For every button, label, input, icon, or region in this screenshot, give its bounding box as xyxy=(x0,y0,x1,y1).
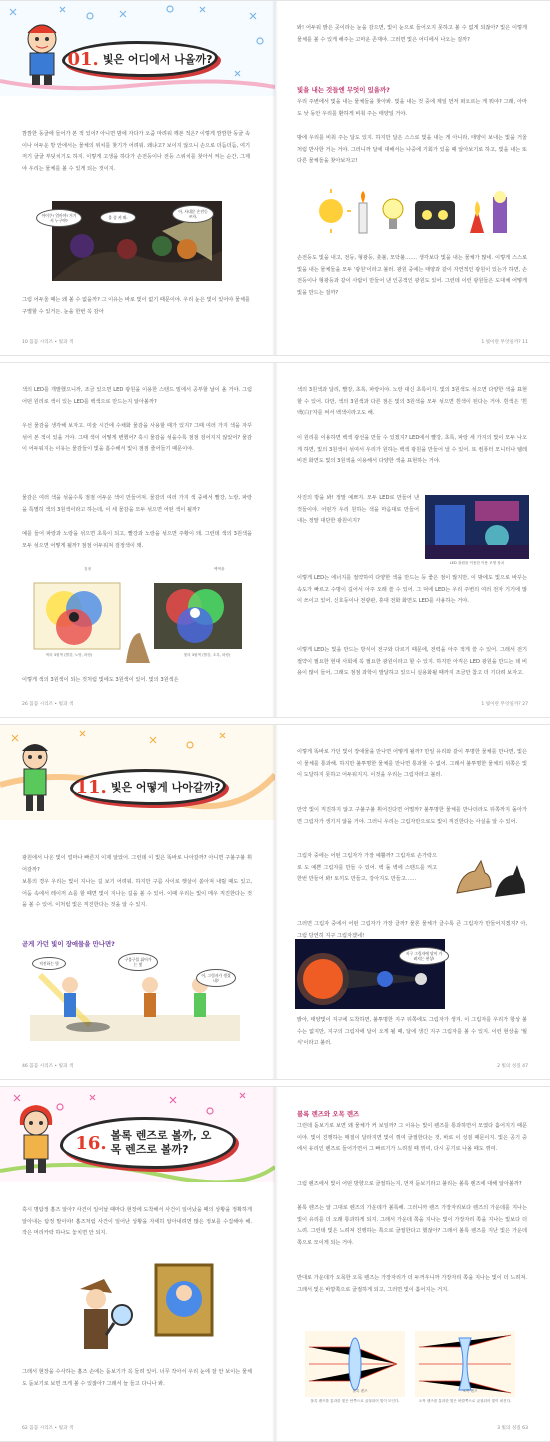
clown-kid-illustration xyxy=(18,17,66,87)
chapter-number: 16. xyxy=(75,1132,107,1154)
body-paragraph: 만약 빛이 직진하지 않고 구불구불 휘어진다면 어떨까? 불투명한 물체를 만나더라도 뒤쪽까지 돌아가면 그림자가 생기지 않을 거야. 그러니 우리는 그림자만으로도 빛이 직진한다는 사실을 알 수 있어. xyxy=(297,807,527,825)
light-sources-illustration xyxy=(315,189,511,245)
body-paragraph: 사진의 방을 봐! 정말 예쁘지. 모두 LED로 만들어 낸 것들이야. 어떤가 우리 원하는 색을 마음대로 만들어 내는 정말 대단한 광원이지? xyxy=(297,495,419,524)
body-paragraph: 보통의 경우 우리는 빛이 지나는 길 보기 어려워. 하지만 구름 사이로 햇살이 쏟아져 내릴 때도 있고, 어둠 속에서 레이저 쇼를 할 때면 빛이 지나는 길을 볼 수 있어. 이때 우리는 빛이 매우 직진한다는 것을 볼 수 있어. 이처럼 빛은 직진한다는 것을 알 수 있지. xyxy=(22,879,252,908)
body-paragraph: 반대로 가운데가 오목한 오목 렌즈는 가장자리가 더 두꺼우니까 가장자리 쪽을 지나는 빛이 더 느려져. 그래서 빛은 바깥쪽으로 굴절하게 되고, 그러면 빛이 흩어지는 거지. xyxy=(297,1275,527,1293)
page-footer: 62 꼼꼼 시리즈 • 빛과 색 xyxy=(22,1426,74,1431)
body-paragraph: 이 원리를 이용하면 백색 광선을 만들 수 있겠지? LED에서 빨강, 초록, 파랑 세 가지의 빛이 모두 나오게 하면, 빛의 3원색이 섞여서 우리가 원하는 백색 광원을 만들어 낼 수 있어. 또 컴퓨터 모니터나 텔레비전 화면도 빛의 3원색을 이용해서 다양한 색을 표현하는 거야. xyxy=(297,435,527,464)
body-paragraph: 우선 물감을 생각해 보자고. 미술 시간에 수채화 물감을 사용할 때가 있지? 그때 여러 가지 색을 자꾸 섞어 본 적이 있을 거야. 그때 색이 어떻게 변했어? 혹시 물감을 섞을수록 점점 검어지지 않았어? 물감이 어두워지는 이유는 물감들이 빛을 흡수해서 빛이 점점 줄어들기 때문이야. xyxy=(22,423,252,452)
detective-illustration xyxy=(60,1259,220,1359)
body-paragraph: 광원에서 나온 빛이 얼마나 빠른지 이제 알았어. 그런데 이 빛은 똑바로 나아갈까? 아니면 구불구불 휘어갈까? xyxy=(22,855,252,873)
figure-label: 빛의 3원색 (빨강, 초록, 파랑) xyxy=(183,653,231,657)
clown-kid-illustration xyxy=(14,1101,58,1175)
body-paragraph: 볼록 렌즈는 알 그대로 렌즈의 가운데가 볼록해. 그러니까 렌즈 가장자리보다 렌즈의 가운데를 지나는 빛이 유리를 더 오래 통과하게 되지. 그래서 가운데 쪽을 지나는 빛이 가장자리 쪽을 지나는 빛보다 더 느려. 그런데 빛은 느려져 진행하는 쪽으로 굴절한다고 했잖아? 그래서 볼록 렌즈를 지난 빛은 가운데 쪽으로 모이게 되는 거야. xyxy=(297,1205,527,1246)
page-footer: 1 빛이란 무엇일까? 11 xyxy=(481,340,528,345)
body-paragraph: 그림자 중에는 어떤 그림자가 가장 예쁠까? 그림자로 손가락으로 도 예쁜 그림자를 만들 수 있어. 벽 돌 벽에 스탠드를 켜고 한번 만들어 봐! 토끼도 만들고, 강아지도 만들고…… xyxy=(297,853,437,882)
lens-label: 오목 렌즈 xyxy=(462,1389,478,1393)
body-paragraph: 봐! 어두워 밝은 곳이라는 눈을 감으면, 빛이 눈으로 들어오지 못하고 볼 수 없게 되잖아? 빛은 이렇게 물체를 볼 수 있게 해주는 고마운 존재야. 그러면 빛은 어디에서 나오는 걸까? xyxy=(297,25,527,43)
lens-caption: 볼록 렌즈를 통과한 빛은 안쪽으로 굴절되어 빛이 모인다. xyxy=(310,1399,400,1403)
speech-bubble: 지구 그림자에 달이 가려지는 현상! xyxy=(399,947,449,965)
page-footer: 10 꼼꼼 시리즈 • 빛과 색 xyxy=(22,340,74,345)
photo-caption: LED 광원을 이용한 이용 조명 장치 xyxy=(449,561,505,565)
page-27 xyxy=(275,363,550,717)
book-spread-4 xyxy=(0,1086,550,1442)
chapter-title-box xyxy=(60,1117,236,1169)
hand-shadow-illustration xyxy=(451,853,527,905)
book-spread-3 xyxy=(0,724,550,1080)
body-paragraph: 그래서 현장을 수사하는 홈즈 손에는 돋보기가 꼭 들려 있어. 너무 작아서 우리 눈에 잘 안 보이는 물체도 돋보기로 보면 크게 볼 수 있잖아? 그래서 늘 들고 다니나 봐. xyxy=(22,1369,252,1387)
chapter-title-box xyxy=(62,41,218,77)
body-paragraph: 색의 LED를 개발했으니까, 조금 있으면 LED 광원을 이용한 스탠드 밑에서 공부할 날이 올 거야. 그럼 어떤 원리로 색이 있는 LED를 백색으로 만드는지 알아볼까? xyxy=(22,387,252,405)
chapter-number: 11. xyxy=(75,776,107,798)
page-footer: 46 꼼꼼 시리즈 • 빛과 색 xyxy=(22,1064,74,1069)
body-paragraph: 물감은 여러 색을 섞을수록 점점 어두운 색이 만들어져. 물감의 여러 가지 색 중에서 빨강, 노랑, 파랑을 특별히 색의 3원색이라고 하는데, 이 세 물감을 모두 섞으면 어떤 색이 될까? xyxy=(22,495,252,513)
body-paragraph: 이렇게 똑바로 가던 빛이 장애물을 만나면 어떻게 될까? 만일 유리와 같이 투명한 물체를 만나면, 빛은 이 물체를 통과해. 하지만 불투명한 물체를 만나면 통과할 수 없어. 그래서 불투명한 물체의 뒤쪽은 빛이 도달하지 못하고 어두워지지. 이것을 우리는 그림자라고 불러. xyxy=(297,749,527,778)
body-paragraph: 그러면 그림자 중에서 어떤 그림자가 가장 클까? 물론 물체가 클수록 큰 그림자가 만들어지겠지? 아, 그럼 당연히 지구 그림자겠네! xyxy=(297,921,527,939)
chapter-number: 01. xyxy=(67,48,99,70)
speech-bubble: 아, 사대문 손전등 쓰자. xyxy=(172,205,214,223)
body-paragraph: 우리 주변에서 빛을 내는 물체들을 찾아봐. 빛을 내는 것 중에 제일 먼저 떠오르는 게 뭐야? 그래, 아마도 낮 동안 우리를 환하게 비춰 주는 태양일 거야. xyxy=(297,99,527,117)
page-footer: 1 빛이란 무엇일까? 27 xyxy=(481,702,528,707)
book-spread-1 xyxy=(0,0,550,356)
figure-label: 색의 3원색 (빨강, 노랑, 파랑) xyxy=(45,653,93,657)
page-footer: 26 꼼꼼 시리즈 • 빛과 색 xyxy=(22,702,74,707)
body-paragraph: 색의 3원색과 달리, 빨강, 초록, 파랑이야. 노랑 대신 초록이지. 빛의 3원색도 섞으면 다양한 색을 표현할 수 있어. 다만, 색의 3원색과 다른 점은 빛의 3원색을 모두 섞으면 흰색이 된다는 거야. 흰색은 '흰 백(白)'자를 써서 백색이라고도 해. xyxy=(297,387,527,416)
page-footer: 2 빛의 성질 47 xyxy=(497,1064,528,1069)
figure-label: 백색광 xyxy=(214,567,225,571)
page-10 xyxy=(0,1,275,355)
page-46 xyxy=(0,725,275,1079)
body-paragraph: 깜깜한 동굴에 들어가 본 적 있어? 아니면 밤에 자다가 오줌 마려워 깨본 적은? 이렇게 깜깜한 동굴 속이나 어두운 방 안에서는 물체의 위치를 찾기가 어려워. 왜냐고? 보이지 않으니 손으로 더듬더듬, 여기저기 굴굴 부딪치기도 하지. 이렇게 고생을 하다가 손전등이나 전등 스위치를 찾아서 켜는 순간, 그제야 우리는 물체를 볼 수 있게 되는 것이지. xyxy=(22,131,250,172)
section-heading: 볼록 렌즈와 오목 렌즈 xyxy=(297,1110,360,1118)
chapter-title-box xyxy=(70,769,226,805)
speech-bubble: 구불구불 휘어가는 빛 xyxy=(118,953,158,971)
speech-bubble: 직진하는 빛 xyxy=(32,957,66,970)
body-paragraph: 예를 들어 파랑과 노랑을 섞으면 초록이 되고, 빨강과 노랑을 섞으면 주황이 돼. 그런데 색의 3원색을 모두 섞으면 어떻게 될까? 점점 어두워져 검정색이 돼. xyxy=(22,531,252,549)
lens-caption: 오목 렌즈를 통과한 빛은 바깥쪽으로 굴절되어 빛이 퍼진다. xyxy=(418,1399,512,1403)
clown-kid-illustration xyxy=(14,739,56,813)
body-paragraph: 그럼 렌즈에서 빛이 어떤 방향으로 굴절하는지, 먼저 돋보기라고 불리는 볼록 렌즈에 대해 알아볼까? xyxy=(297,1181,522,1187)
body-paragraph: 손전등도 빛을 내고, 전등, 형광등, 촛불, 모닥불……. 생각보다 빛을 내는 물체가 많네. 이렇게 스스로 빛을 내는 물체들을 모두 '광원'이라고 불러. 광원 중에는 태양과 같이 자연적인 광원이 있는가 하면, 손전등이나 형광등과 같이 사람이 만들어 낸 인공적인 광원도 있어. 그런데 이런 광원들은 도대체 어떻게 빛을 만드는 걸까? xyxy=(297,255,527,296)
section-heading: 곧게 가던 빛이 장애물을 만나면? xyxy=(22,940,115,948)
body-paragraph: 이렇게 LED는 에너지를 절약하여 다양한 색을 만드는 등 좋은 점이 많지만, 이 밖에도 빛으로 바꾸는 속도가 빠르고 수명이 길어서 아주 오래 쓸 수 있어. 그 덕에 LED는 우리 주변의 여러 전자 기기에 많이 쓰이고 있어. 신호등이나 전광판, 휴대 전화 화면도 LED를 사용하는 거야. xyxy=(297,575,527,604)
lens-label: 볼록 렌즈 xyxy=(352,1389,368,1393)
page-63 xyxy=(275,1087,550,1441)
body-paragraph: 밖에 우리를 비춰 주는 달도 있지. 하지만 달은 스스로 빛을 내는 게 아니라, 태양이 보내는 빛을 거울처럼 반사한 거는 거야. 그러니까 달에 대해서는 나중에 기회가 있을 때 알아보기로 하고, 빛을 내는 또 다른 물체들을 찾아보자고! xyxy=(297,135,527,164)
chapter-title: 빛은 어떻게 나아갈까? xyxy=(110,781,221,794)
lens-diagram xyxy=(305,1331,515,1397)
speech-bubble: 어, 그림자가 생겼네? xyxy=(196,969,236,987)
body-paragraph: 이렇게 LED는 빛을 만드는 방식이 전구와 다르기 때문에, 전력을 아주 적게 쓸 수 있어. 그래서 전기 절약이 필요한 현대 사회에 꼭 필요한 광원이라고 할 수 있지. 하지만 아직은 LED 광원을 만드는 데 비용이 많이 들어, 그래도 점점 과학이 발달하고 있으니 실용화될 때까지 조금만 참고 더 기다려 보자고. xyxy=(297,647,527,676)
book-spread-2 xyxy=(0,362,550,718)
page-62 xyxy=(0,1087,275,1441)
body-paragraph: 혹시 명탐정 홈즈 알아? 사건이 일어날 때마다 현장에 도착해서 사건이 일어났을 때의 상황을 정확하게 알아내는 탐정 말이야! 홈즈처럼 사건이 일어난 상황을 자세히 알아내려면 많은 정보를 수집해야 해. 작은 머리카락 하나도 놓치면 안 되지. xyxy=(22,1207,252,1236)
chapter-title: 빛은 어디에서 나올까? xyxy=(102,53,213,66)
body-paragraph: 그런데 돋보기로 보면 왜 물체가 커 보일까? 그 이유는 빛이 렌즈를 통과하면서 모였다 흩어지기 때문이야. 빛이 진행하는 매질이 달라지면 빛이 꺾여 굴절한다는 것, 바로 이 성질 때문이지. 빛은 공기 중에서 유리인 렌즈로 들어가면서 그 빠르기가 느려질 때 꺾여, 다시 공기로 나올 때도 꺾여. xyxy=(297,1123,527,1152)
body-paragraph: 그럼 어두울 때는 왜 볼 수 없을까? 그 이유는 바로 빛이 없기 때문이야. 우리 눈은 빛이 있어야 물체를 구별할 수 있거든. 눈을 한번 꼭 감아 xyxy=(22,297,250,315)
body-paragraph: 밝아, 태양빛이 지구에 도착하면, 불투명한 지구 뒤쪽에도 그림자가 생겨. 이 그림자를 우리가 항상 볼 수는 없지만, 지구의 그림자에 달이 오게 될 때, 달에 생긴 지구 그림자를 볼 수 있지. 이런 현상을 '월식'이라고 불러. xyxy=(297,1017,527,1046)
section-heading: 빛을 내는 것들엔 무엇이 있을까? xyxy=(297,86,390,94)
page-footer: 3 빛의 성질 63 xyxy=(497,1426,528,1431)
speech-bubble: 아이쿠! 엄마야! 거기서 누구야? xyxy=(36,209,82,227)
led-room-photo xyxy=(425,495,529,559)
body-paragraph: 이렇게 색의 3원색이 되는 것처럼 빛에도 3원색이 있어. 빛의 3원색은 xyxy=(22,677,179,683)
figure-label: 검정 xyxy=(84,567,91,571)
chapter-title: 볼록 렌즈로 볼까, 오목 렌즈로 볼까? xyxy=(110,1129,212,1156)
page-26 xyxy=(0,363,275,717)
page-11 xyxy=(275,1,550,355)
speech-bubble: 불 좀 켜 봐. xyxy=(100,211,136,224)
page-47 xyxy=(275,725,550,1079)
